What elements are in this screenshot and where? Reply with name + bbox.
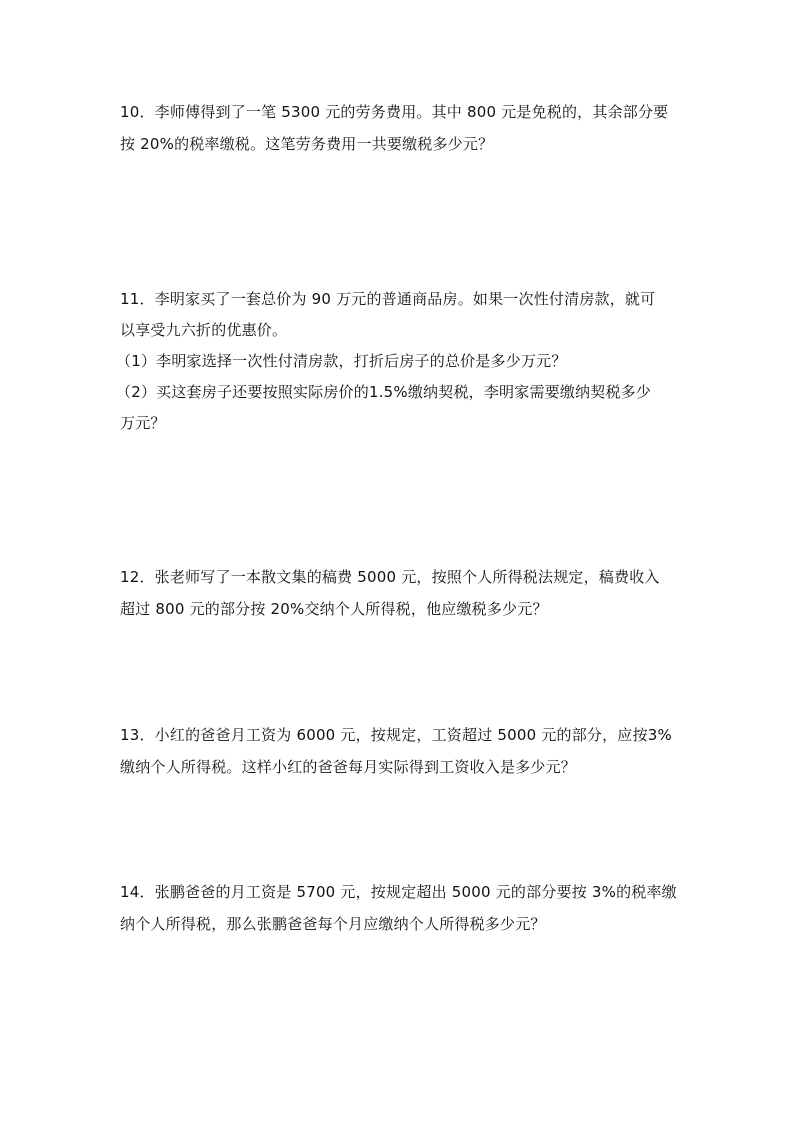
- question-10-line-2: 按 20%的税率缴税。这笔劳务费用一共要缴税多少元？: [120, 135, 494, 153]
- question-14-line-2: 纳个人所得税，那么张鹏爸爸每个月应缴纳个人所得税多少元？: [120, 915, 546, 933]
- question-11-line-2: 以享受九六折的优惠价。: [120, 321, 288, 339]
- question-14-line-1: 14．张鹏爸爸的月工资是 5700 元，按规定超出 5000 元的部分要按 3%的税率缴: [120, 883, 677, 901]
- question-13-line-1: 13．小红的爸爸月工资为 6000 元，按规定，工资超过 5000 元的部分，应按3%: [120, 726, 672, 744]
- question-11-line-1: 11．李明家买了一套总价为 90 万元的普通商品房。如果一次性付清房款，就可: [120, 290, 656, 308]
- question-12-line-2: 超过 800 元的部分按 20%交纳个人所得税，他应缴税多少元？: [120, 600, 548, 618]
- question-11-part-2-line-1: （2）买这套房子还要按照实际房价的1.5%缴纳契税，李明家需要缴纳契税多少: [116, 383, 652, 401]
- question-12-line-1: 12．张老师写了一本散文集的稿费 5000 元，按照个人所得税法规定，稿费收入: [120, 568, 660, 586]
- question-11-part-1: （1）李明家选择一次性付清房款，打折后房子的总价是多少万元？: [116, 352, 567, 370]
- question-13-line-2: 缴纳个人所得税。这样小红的爸爸每月实际得到工资收入是多少元？: [120, 758, 577, 776]
- question-10-line-1: 10．李师傅得到了一笔 5300 元的劳务费用。其中 800 元是免税的，其余部分要: [120, 103, 669, 121]
- question-11-part-2-line-2: 万元？: [120, 414, 166, 432]
